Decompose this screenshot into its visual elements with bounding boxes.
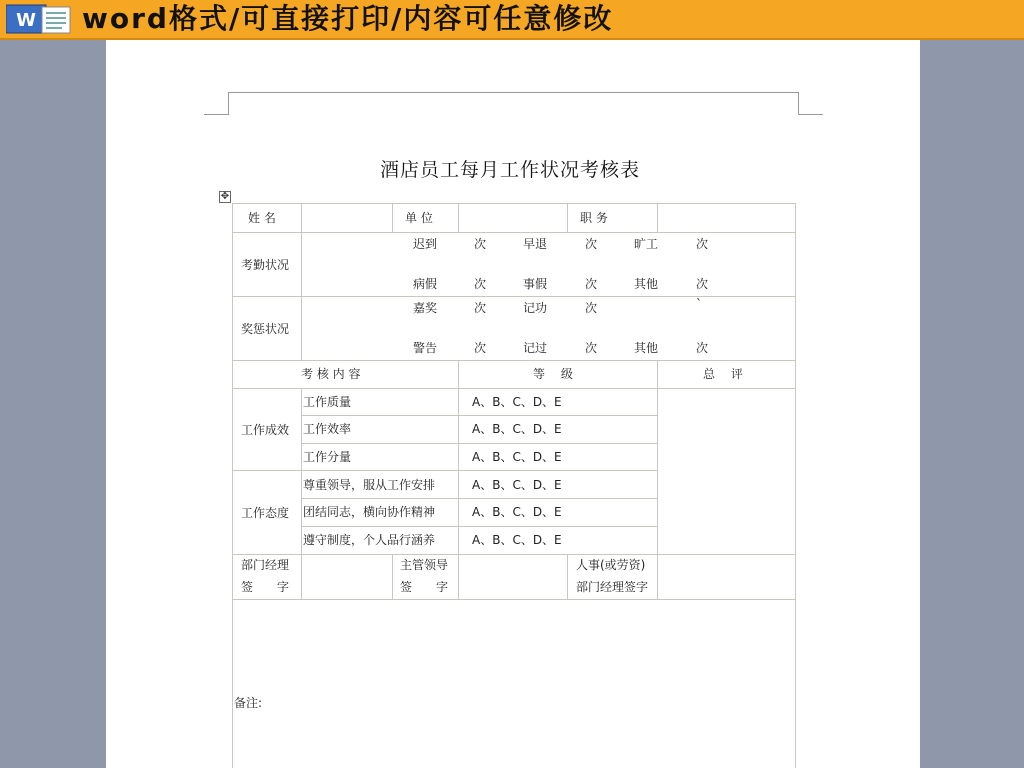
supervisor-sign-label: 签 字 (400, 580, 449, 594)
input-name[interactable] (303, 205, 391, 231)
attitude-grade[interactable]: A、B、C、D、E (472, 505, 562, 519)
attendance-label: 考勤状况 (241, 258, 290, 272)
col-line (392, 554, 393, 599)
input-position[interactable] (659, 205, 794, 231)
attendance-unit: 次 (474, 237, 487, 251)
remarks-label: 备注: (234, 696, 263, 710)
header-line (228, 92, 798, 93)
col-line (657, 203, 658, 232)
rewards-item: 记功 (523, 301, 548, 315)
attitude-item: 遵守制度，个人品行涵养 (303, 533, 436, 547)
attitude-item: 团结同志，横向协作精神 (303, 505, 436, 519)
dept-manager-label: 部门经理 (241, 558, 290, 572)
performance-grade[interactable]: A、B、C、D、E (472, 422, 562, 436)
attitude-item: 尊重领导，服从工作安排 (303, 478, 436, 492)
remarks-area[interactable] (234, 602, 794, 768)
attendance-item: 病假 (413, 277, 438, 291)
performance-grade[interactable]: A、B、C、D、E (472, 395, 562, 409)
attitude-grade[interactable]: A、B、C、D、E (472, 533, 562, 547)
col-line (567, 203, 568, 232)
rewards-unit: 次 (585, 301, 598, 315)
attendance-unit: 次 (696, 237, 709, 251)
crop-mark-top-right (798, 92, 823, 115)
assessment-content-header: 考 核 内 容 (301, 367, 361, 381)
col-line (301, 388, 302, 599)
banner-text: word格式/可直接打印/内容可任意修改 (82, 2, 614, 35)
hr-label: 人事(或劳资) (576, 558, 646, 572)
right-gutter (920, 40, 1024, 768)
attendance-item: 其他 (634, 277, 659, 291)
attitude-grade[interactable]: A、B、C、D、E (472, 478, 562, 492)
table-border-top (232, 203, 796, 204)
input-unit[interactable] (460, 205, 566, 231)
dept-manager-sign-label: 签 字 (241, 580, 290, 594)
attendance-unit: 次 (696, 277, 709, 291)
col-line (392, 203, 393, 232)
rewards-item: 警告 (413, 341, 438, 355)
attendance-item: 事假 (523, 277, 548, 291)
attitude-label: 工作态度 (241, 506, 290, 520)
promo-banner (0, 0, 1024, 40)
col-line (657, 360, 658, 599)
col-line (458, 360, 459, 599)
row-line (232, 388, 796, 389)
table-move-handle-icon[interactable]: ✥ (220, 191, 230, 202)
rewards-item: 其他 (634, 341, 659, 355)
performance-item: 工作质量 (303, 395, 352, 409)
rewards-mark: ` (696, 297, 702, 311)
document-title: 酒店员工每月工作状况考核表 (380, 159, 641, 181)
performance-item: 工作效率 (303, 422, 352, 436)
rewards-unit: 次 (696, 341, 709, 355)
svg-text:W: W (16, 10, 36, 31)
row-line (301, 443, 657, 444)
attendance-item: 旷工 (634, 237, 659, 251)
row-line (301, 498, 657, 499)
col-line (301, 203, 302, 360)
row-line (301, 526, 657, 527)
table-border-left (232, 203, 233, 768)
crop-mark-top-left (204, 92, 229, 115)
attendance-item: 迟到 (413, 237, 438, 251)
supervisor-label: 主管领导 (400, 558, 449, 572)
row-line (301, 415, 657, 416)
rewards-label: 奖惩状况 (241, 322, 290, 336)
rewards-unit: 次 (474, 301, 487, 315)
performance-grade[interactable]: A、B、C、D、E (472, 450, 562, 464)
hr-sign-label: 部门经理签字 (576, 580, 649, 594)
row-line (232, 360, 796, 361)
attendance-unit: 次 (585, 277, 598, 291)
left-gutter (0, 40, 106, 768)
performance-label: 工作成效 (241, 423, 290, 437)
row-line (232, 554, 796, 555)
label-unit: 单 位 (405, 211, 433, 225)
row-line (232, 599, 796, 600)
label-position: 职 务 (580, 211, 608, 225)
rewards-item: 嘉奖 (413, 301, 438, 315)
performance-item: 工作分量 (303, 450, 352, 464)
label-name: 姓 名 (248, 211, 276, 225)
row-line (232, 470, 657, 471)
rewards-unit: 次 (585, 341, 598, 355)
row-line (232, 296, 796, 297)
attendance-unit: 次 (474, 277, 487, 291)
table-border-right (795, 203, 796, 768)
assessment-overall-header: 总 评 (703, 367, 743, 381)
attendance-item: 早退 (523, 237, 548, 251)
col-line (458, 203, 459, 232)
attendance-unit: 次 (585, 237, 598, 251)
assessment-grade-header: 等 级 (533, 367, 573, 381)
rewards-item: 记过 (523, 341, 548, 355)
word-document-icon (6, 3, 72, 35)
col-line (567, 554, 568, 599)
rewards-unit: 次 (474, 341, 487, 355)
row-line (232, 232, 796, 233)
